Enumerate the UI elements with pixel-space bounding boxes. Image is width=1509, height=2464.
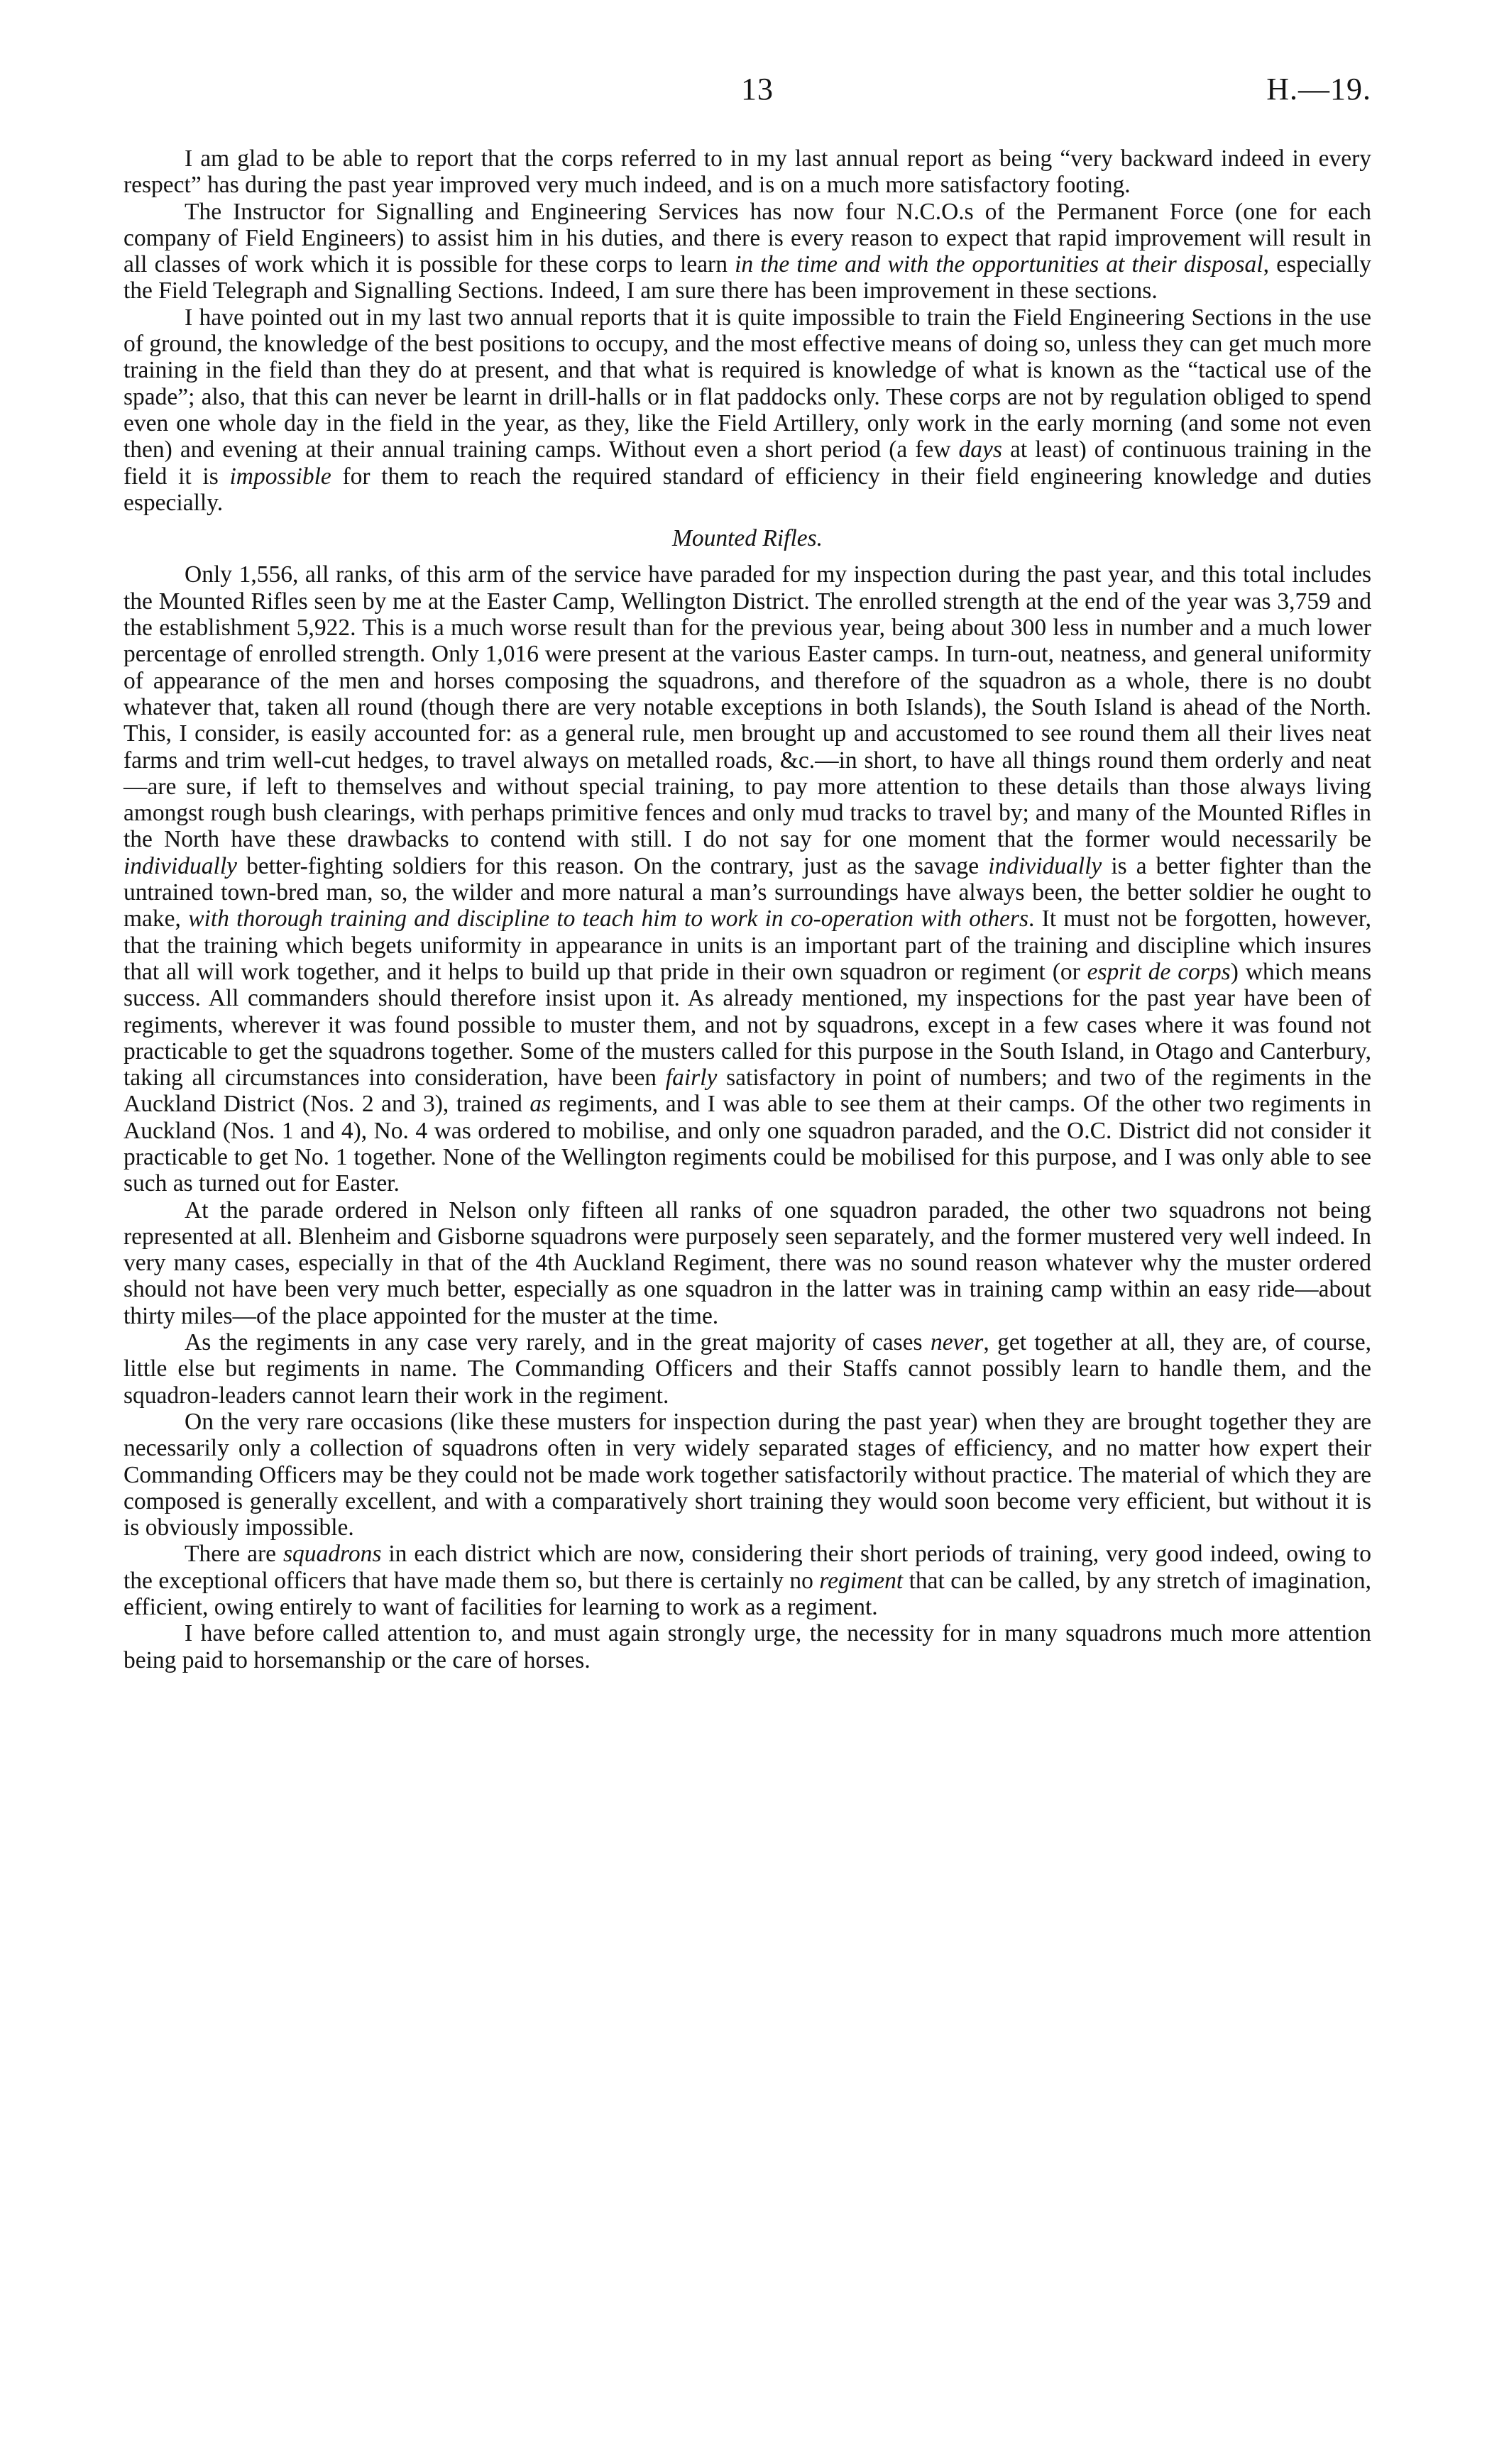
paragraph-horsemanship: I have before called attention to, and must again strongly urge, the necessity for in many squadrons much more attention being paid to horsemanship or the care of horses.: [124, 1620, 1371, 1673]
paragraph-corps-improvement: I am glad to be able to report that the corps referred to in my last annual report as being “very backward indeed in every respect” has during the past year improved very much indeed, and is on a much more satisfactory footing.: [124, 145, 1371, 199]
paragraph-signalling-instructor: The Instructor for Signalling and Engineering Services has now four N.C.O.s of the Permanent Force (one for each company of Field Engineers) to assist him in his duties, and there is every reason to expect that rapid improvement will result in all classes of work which it is possible for these corps to learn in the time and with the opportunities at their disposal, especially the Field Telegraph and Signalling Sections. Indeed, I am sure there has been improvement in these sections.: [124, 198, 1372, 304]
paragraph-squadron-efficiency: There are squadrons in each district which are now, considering their short periods of training, very good indeed, owing to the exceptional officers that have made them so, but there is certainly no regiment that can be called, by any stretch of imagination, efficient, owing entirely to want of facilities for learning to work as a regiment.: [124, 1541, 1372, 1621]
paragraph-nelson-parade: At the parade ordered in Nelson only fifteen all ranks of one squadron paraded, the other two squadrons not being represented at all. Blenheim and Gisborne squadrons were purposely seen separately, and the former mustered very well indeed. In very many cases, especially in that of the 4th Auckland Regiment, there was no sound reason whatever why the muster ordered should not have been very much better, especially as one squadron in the latter was in training camp within an easy ride—about thirty miles—of the place appointed for the muster at the time.: [124, 1197, 1371, 1329]
paragraph-rare-occasions: On the very rare occasions (like these musters for inspection during the past year) when they are brought together they are necessarily only a collection of squadrons often in very widely separated stages of efficiency, and no matter how expert their Commanding Officers may be they could not be made work together satisfactorily without practice. The material of which they are composed is generally excellent, and with a comparatively short training they would soon become very efficient, but without it is is obviously impossible.: [124, 1408, 1371, 1541]
section-heading: Mounted Rifles.: [671, 525, 823, 552]
report-body: [124, 145, 1371, 1673]
page-number: 13: [741, 72, 774, 106]
paragraph-regiments-in-name: As the regiments in any case very rarely, and in the great majority of cases never, get together at all, they are, of course, little else but regiments in name. The Commanding Officers and their Staffs cannot possibly learn to handle them, and the squadron-leaders cannot learn their work in the regiment.: [124, 1329, 1371, 1409]
document-reference: H.—19.: [1266, 72, 1371, 106]
page-header: [124, 71, 1371, 114]
paragraph-field-engineering: I have pointed out in my last two annual reports that it is quite impossible to train the Field Engineering Sections in the use of ground, the knowledge of the best positions to occupy, and the most effective means of doing so, unless they can get much more training in the field than they do at present, and that what is required is knowledge of what is known as the “tactical use of the spade”; also, that this can never be learnt in drill-halls or in flat paddocks only. These corps are not by regulation obliged to spend even one whole day in the field in the year, as they, like the Field Artillery, only work in the early morning (and some not even then) and evening at their annual training camps. Without even a short period (a few days at least) of continuous training in the field it is impossible for them to reach the required standard of efficiency in their field engineering knowledge and duties especially.: [124, 304, 1371, 516]
paragraph-mounted-rifles-strength: Only 1,556, all ranks, of this arm of the service have paraded for my inspection during the past year, and this total includes the Mounted Rifles seen by me at the Easter Camp, Wellington District. The enrolled strength at the end of the year was 3,759 and the establishment 5,922. This is a much worse result than for the previous year, being about 300 less in number and a much lower percentage of enrolled strength. Only 1,016 were present at the various Easter camps. In turn-out, neatness, and general uniformity of appearance of the men and horses composing the squadrons, and therefore of the squadron as a whole, there is no doubt whatever that, taken all round (though there are very notable exceptions in both Islands), the South Island is ahead of the North. This, I consider, is easily accounted for: as a general rule, men brought up and accustomed to see round them all their lives neat farms and trim well-cut hedges, to travel always on metalled roads, &c.—in short, to have all things round them orderly and neat—are sure, if left to themselves and without special training, to pay more attention to these details than those always living amongst rough bush clearings, with perhaps primitive fences and only mud tracks to travel by; and many of the Mounted Rifles in the North have these drawbacks to contend with still. I do not say for one moment that the former would necessarily be individually better-fighting soldiers for this reason. On the contrary, just as the savage individually is a better fighter than the untrained town-bred man, so, the wilder and more natural a man’s surroundings have always been, the better soldier he ought to make, with thorough training and discipline to teach him to work in co-operation with others. It must not be forgotten, however, that the training which begets uniformity in appearance in units is an important part of the training and discipline which insures that all will work together, and it helps to build up that pride in their own squadron or regiment (or esprit de corps) which means success. All commanders should therefore insist upon it. As already mentioned, my inspections for the past year have been of regiments, wherever it was found possible to muster them, and not by squadrons, except in a few cases where it was found not practicable to get the squadrons together. Some of the musters called for this purpose in the South Island, in Otago and Canterbury, taking all circumstances into consideration, have been fairly satisfactory in point of numbers; and two of the regiments in the Auckland District (Nos. 2 and 3), trained as regiments, and I was able to see them at their camps. Of the other two regiments in Auckland (Nos. 1 and 4), No. 4 was ordered to mobilise, and only one squadron paraded, and the O.C. District did not consider it practicable to get No. 1 together. None of the Wellington regiments could be mobilised for this purpose, and I was only able to see such as turned out for Easter.: [124, 561, 1372, 1197]
